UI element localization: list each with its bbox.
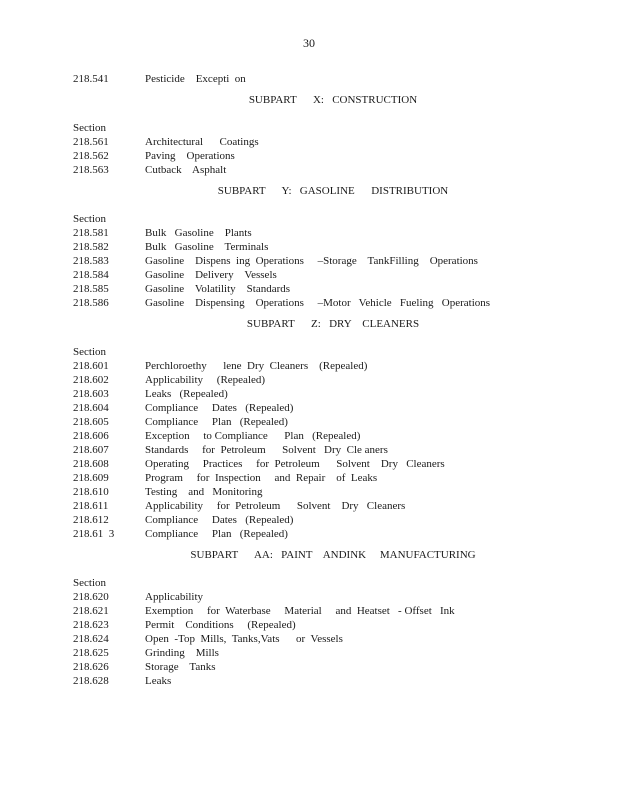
section-title: Open -Top Mills, Tanks,Vats or Vessels	[145, 633, 343, 645]
section-number: 218.584	[73, 269, 109, 281]
toc-row	[73, 72, 593, 86]
section-title: Testing and Monitoring	[145, 486, 263, 498]
toc-row	[73, 268, 593, 282]
toc-row	[73, 296, 593, 310]
toc-row	[73, 359, 593, 373]
section-title: Pesticide Excepti on	[145, 73, 246, 85]
toc-row	[73, 674, 593, 688]
section-title: Gasoline Delivery Vessels	[145, 269, 277, 281]
section-label: Section	[73, 346, 106, 358]
section-number: 218.561	[73, 136, 109, 148]
section-title: Standards for Petroleum Solvent Dry Cle aners	[145, 444, 388, 456]
subpart-y-heading: SUBPART Y: GASOLINE DISTRIBUTION	[217, 185, 449, 197]
section-title: Cutback Asphalt	[145, 164, 227, 176]
section-title: Compliance Plan (Repealed)	[145, 416, 288, 428]
section-title: Leaks (Repealed)	[145, 388, 228, 400]
toc-row	[73, 646, 593, 660]
toc-row	[73, 373, 593, 387]
section-number: 218.602	[73, 374, 109, 386]
toc-row	[73, 485, 593, 499]
section-number: 218.621	[73, 605, 109, 617]
toc-row	[73, 254, 593, 268]
section-number: 218.601	[73, 360, 109, 372]
section-number: 218.586	[73, 297, 109, 309]
section-number: 218.604	[73, 402, 109, 414]
section-title: Permit Conditions (Repealed)	[145, 619, 296, 631]
section-title: Operating Practices for Petroleum Solvent Dry Cleaners	[145, 458, 445, 470]
section-number: 218.608	[73, 458, 109, 470]
toc-row	[73, 149, 593, 163]
section-number: 218.628	[73, 675, 109, 687]
section-number: 218.581	[73, 227, 109, 239]
section-title: Bulk Gasoline Terminals	[145, 241, 269, 253]
section-number: 218.61 3	[73, 528, 115, 540]
section-number: 218.609	[73, 472, 109, 484]
section-title: Exemption for Waterbase Material and Heatset - Offset Ink	[145, 605, 455, 617]
section-number: 218.606	[73, 430, 109, 442]
section-number: 218.603	[73, 388, 109, 400]
section-title: Architectural Coatings	[145, 136, 259, 148]
section-title: Storage Tanks	[145, 661, 216, 673]
toc-row	[73, 135, 593, 149]
section-number: 218.626	[73, 661, 109, 673]
toc-row	[73, 415, 593, 429]
section-title: Applicability (Repealed)	[145, 374, 266, 386]
toc-row	[73, 429, 593, 443]
toc-row	[73, 282, 593, 296]
section-title: Applicability for Petroleum Solvent Dry Cleaners	[145, 500, 406, 512]
toc-row	[73, 660, 593, 674]
toc-row	[73, 590, 593, 604]
section-title: Grinding Mills	[145, 647, 219, 659]
section-title: Applicability	[145, 591, 204, 603]
section-title: Paving Operations	[145, 150, 235, 162]
toc-row	[73, 618, 593, 632]
section-title: Gasoline Dispensing Operations –Motor Vehicle Fueling Operations	[145, 297, 491, 309]
section-number: 218.605	[73, 416, 109, 428]
section-title: Program for Inspection and Repair of Leaks	[145, 472, 378, 484]
section-number: 218.625	[73, 647, 109, 659]
section-number: 218.563	[73, 164, 109, 176]
section-number: 218.607	[73, 444, 109, 456]
toc-row	[73, 499, 593, 513]
toc-row	[73, 240, 593, 254]
section-number: 218.583	[73, 255, 109, 267]
toc-row	[73, 387, 593, 401]
section-title: Compliance Plan (Repealed)	[145, 528, 288, 540]
section-label: Section	[73, 577, 106, 589]
section-number: 218.620	[73, 591, 109, 603]
section-title: Bulk Gasoline Plants	[145, 227, 252, 239]
section-number: 218.610	[73, 486, 109, 498]
toc-row	[73, 527, 593, 541]
section-title: Gasoline Dispens ing Operations –Storage TankFilling Operations	[145, 255, 478, 267]
section-number: 218.624	[73, 633, 109, 645]
page-number: 30	[303, 36, 315, 50]
toc-row	[73, 401, 593, 415]
section-title: Compliance Dates (Repealed)	[145, 402, 294, 414]
section-number: 218.541	[73, 73, 109, 85]
toc-row	[73, 632, 593, 646]
section-number: 218.611	[73, 500, 109, 512]
section-number: 218.623	[73, 619, 109, 631]
subpart-z-heading: SUBPART Z: DRY CLEANERS	[246, 318, 420, 330]
subpart-aa-heading: SUBPART AA: PAINT ANDINK MANUFACTURING	[190, 549, 476, 561]
toc-row	[73, 457, 593, 471]
toc-row	[73, 604, 593, 618]
toc-row	[73, 163, 593, 177]
toc-row	[73, 226, 593, 240]
toc-row	[73, 443, 593, 457]
section-label: Section	[73, 213, 106, 225]
toc-row	[73, 471, 593, 485]
section-number: 218.612	[73, 514, 109, 526]
section-title: Perchloroethy lene Dry Cleaners (Repealed)	[145, 360, 368, 372]
section-title: Leaks	[145, 675, 172, 687]
section-number: 218.585	[73, 283, 109, 295]
section-number: 218.582	[73, 241, 109, 253]
section-title: Exception to Compliance Plan (Repealed)	[145, 430, 361, 442]
section-title: Compliance Dates (Repealed)	[145, 514, 294, 526]
subpart-x-heading: SUBPART X: CONSTRUCTION	[248, 94, 418, 106]
section-title: Gasoline Volatility Standards	[145, 283, 291, 295]
toc-row	[73, 513, 593, 527]
section-number: 218.562	[73, 150, 109, 162]
section-label: Section	[73, 122, 106, 134]
table-of-contents	[73, 72, 593, 688]
